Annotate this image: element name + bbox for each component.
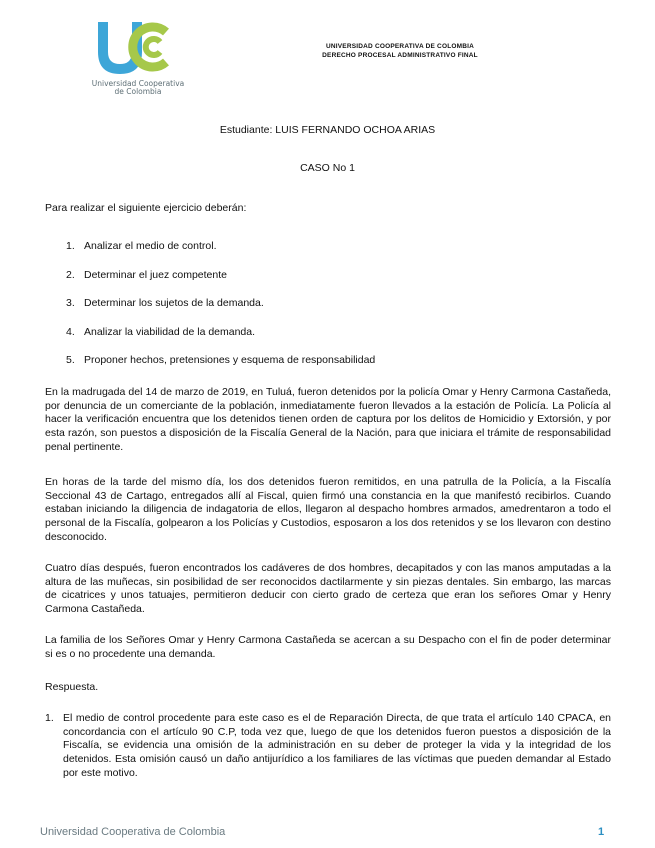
intro-text: Para realizar el siguiente ejercicio deberán: [45,202,247,214]
header-course: DERECHO PROCESAL ADMINISTRATIVO FINAL [322,52,478,59]
university-logo [88,18,188,102]
task-item: 3. Determinar los sujetos de la demanda. [66,297,264,310]
response-label: Respuesta. [45,681,99,693]
header-university: UNIVERSIDAD COOPERATIVA DE COLOMBIA [325,43,475,50]
footer-university: Universidad Cooperativa de Colombia [40,826,226,838]
task-list [66,240,375,383]
case-paragraph: En horas de la tarde del mismo día, los dos detenidos fueron remitidos, en una patrulla de la Policía, a la Fiscalía Seccional 43 de Cartago, entregados allí al Fiscal, quien firmó una constancia en la que manifestó recibirlos. Cuando estaban iniciando la diligencia de indagatoria de ellos, llegaron al despacho hombres armados, amedrentaron a todo el personal de la Fiscalía, golpearon a los Policías y Custodios, esposaron a los dos retenidos y se los llevaron con destino desconocido. [45,476,611,543]
case-title: CASO No 1 [300,162,355,174]
case-paragraph: La familia de los Señores Omar y Henry Carmona Castañeda se acercan a su Despacho con el fin de poder determinar si es o no procedente una demanda. [45,634,611,660]
logo-caption-line1: Universidad Cooperativa [91,79,185,88]
answer-number: 1. [45,712,54,724]
student-name: Estudiante: LUIS FERNANDO OCHOA ARIAS [219,124,436,136]
document-header [300,42,500,60]
logo-caption-line2: de Colombia [114,87,162,96]
task-item: 1. Analizar el medio de control. [66,240,217,252]
answer-item [45,712,611,781]
task-item: 2. Determinar el juez competente [66,268,227,281]
answer-text: El medio de control procedente para este caso es el de Reparación Directa, de que trata el artículo 140 CPACA, en concordancia con el artículo 90 C.P, toda vez que, luego de que los detenidos fueron puestos a disposición de la Fiscalía, se evidencia una omisión de la administración en su deber de proteger la vida y la integridad de los detenidos. Esta omisión causó un daño antijurídico a los familiares de las víctimas que pueden demandar al Estado por este motivo. [63,712,611,779]
uc-logo-icon [88,18,188,80]
case-paragraph: Cuatro días después, fueron encontrados los cadáveres de dos hombres, decapitados y con las manos amputadas a la altura de las muñecas, sin posibilidad de ser reconocidos dactilarmente y sin piezas dentales. Sin embargo, las marcas de cicatrices y unos tatuajes, permitieron deducir con cierto grado de certeza que eran los señores Omar y Henry Carmona Castañeda. [45,562,611,616]
page-number: 1 [598,826,605,838]
task-item: 5. Proponer hechos, pretensiones y esquema de responsabilidad [66,354,376,367]
case-paragraph: En la madrugada del 14 de marzo de 2019, en Tuluá, fueron detenidos por la policía Omar y Henry Carmona Castañeda, por denuncia de un comerciante de la población, inmediatamente fueron llevados a la estación de Policía. La Policía al hacer la verificación encuentra que los detenidos tienen orden de captura por los delitos de Homicidio y Extorsión, y por esta razón, son puestos a disposición de la Fiscalía General de la Nación, para que iniciara el trámite de responsabilidad penal pertinente. [45,386,611,453]
logo-caption [88,80,188,96]
task-item: 4. Analizar la viabilidad de la demanda. [66,325,256,338]
